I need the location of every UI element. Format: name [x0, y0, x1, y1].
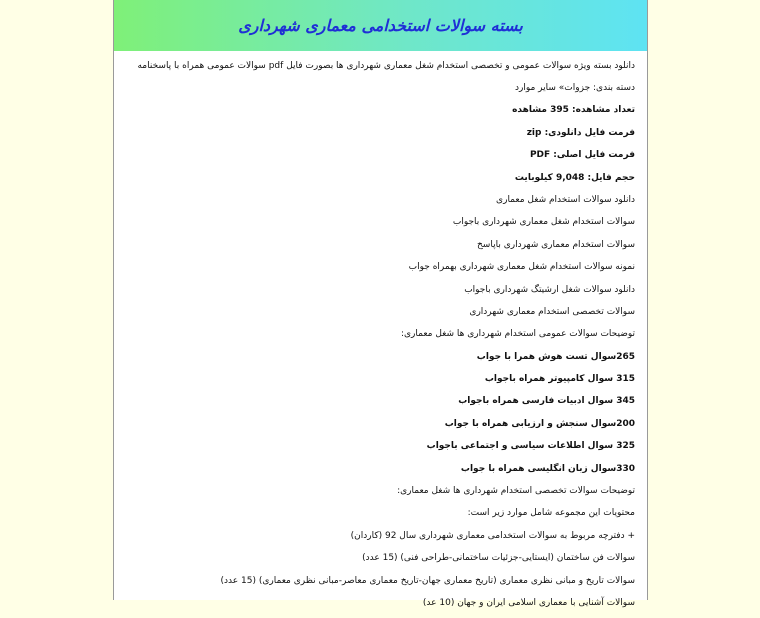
- section-heading: توضیحات سوالات تخصصی استخدام شهرداری ها شغل معماری:: [397, 486, 635, 497]
- download-format-line: فرمت فایل دانلودی: zip: [526, 127, 635, 138]
- list-item: + دفترچه مربوط به سوالات استخدامی معماری شهرداری سال 92 (کاردان): [350, 530, 635, 541]
- file-size-line: حجم فایل: 9,048 کیلوبایت: [514, 172, 635, 183]
- list-item: سوالات تخصصی استخدام معماری شهرداری: [469, 306, 635, 317]
- list-item: 200سوال سنجش و ارزیابی همراه با جواب: [444, 418, 635, 429]
- page-container: [113, 0, 648, 608]
- file-format-line: فرمت فایل اصلی: PDF: [529, 150, 635, 161]
- list-item: 265سوال تست هوش همرا با جواب: [476, 351, 635, 362]
- list-item: سوالات تاریخ و مبانی نظری معماری (تاریخ معماری جهان-تاریخ معماری معاصر-مبانی نظری معماری) (15 عدد): [220, 575, 635, 586]
- list-item: نمونه سوالات استخدام شغل معماری شهرداری بهمراه جواب: [408, 262, 635, 273]
- list-item: 315 سوال کامپیوتر همراه باجواب: [484, 374, 635, 385]
- list-item: محتویات این مجموعه شامل موارد زیر است:: [467, 508, 635, 519]
- section-heading: توضیحات سوالات عمومی استخدام شهرداری ها شغل معماری:: [400, 329, 635, 340]
- list-item: سوالات استخدام شغل معماری شهرداری باجواب: [452, 217, 635, 228]
- list-item: دانلود سوالات استخدام شغل معماری: [496, 194, 635, 205]
- description-line: دانلود بسته ویژه سوالات عمومی و تخصصی استخدام شغل معماری شهرداری ها بصورت فایل pdf سوالات عمومی همراه با پاسخنامه: [137, 61, 635, 71]
- list-item: 325 سوال اطلاعات سیاسی و اجتماعی باجواب: [426, 441, 635, 452]
- category-line: دسته بندی: جزوات» سایر موارد: [515, 83, 635, 93]
- list-item: 330سوال زبان انگلیسی همراه با جواب: [460, 463, 635, 474]
- content-body: [114, 51, 647, 618]
- list-item: سوالات آشنایی با معماری اسلامی ایران و جهان (10 عد): [422, 597, 635, 608]
- list-item: 345 سوال ادبیات فارسی همراه باجواب: [458, 396, 635, 407]
- list-item: سوالات فن ساختمان (ایستایی-جزئیات ساختمانی-طراحی فنی) (15 عدد): [362, 553, 635, 564]
- page-header: [114, 0, 647, 51]
- list-item: دانلود سوالات شغل ارشیتگ شهرداری باجواب: [464, 284, 635, 295]
- view-count-line: تعداد مشاهده: 395 مشاهده: [512, 105, 635, 116]
- page-title: بسته سوالات استخدامی معماری شهرداری: [238, 16, 523, 35]
- list-item: سوالات استخدام معماری شهرداری باپاسخ: [476, 239, 635, 250]
